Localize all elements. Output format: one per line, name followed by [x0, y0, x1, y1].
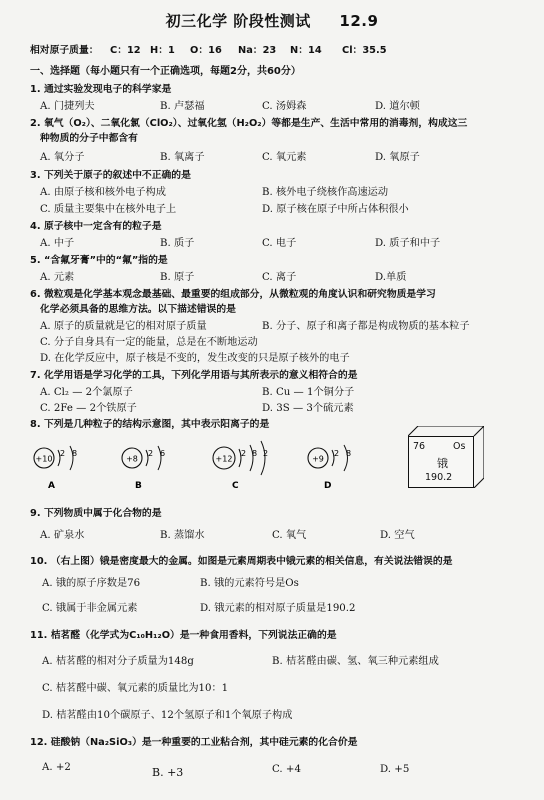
- option-b[interactable]: B. 桔茗醛由碳、氢、氧三种元素组成: [272, 656, 439, 667]
- shell-b-2: 6: [160, 449, 166, 458]
- option-a[interactable]: A. 桔茗醛的相对分子质量为148g: [42, 656, 194, 667]
- shell-d-1: 2: [334, 449, 340, 458]
- shell-c-2: 8: [252, 449, 258, 458]
- option-a[interactable]: A. Cl₂ — 2个氯原子: [40, 387, 133, 398]
- question-stem: 6. 微粒观是化学基本观念最基础、最重要的组成部分，从微粒观的角度认识和研究物质是学习: [30, 289, 436, 300]
- question-stem: 9. 下列物质中属于化合物的是: [30, 508, 162, 519]
- option-b[interactable]: B. Cu — 1个铜分子: [262, 387, 355, 398]
- option-a[interactable]: A. 元素: [40, 272, 75, 283]
- element-symbol: Os: [453, 441, 466, 452]
- option-d[interactable]: D. 锇元素的相对原子质量是190.2: [200, 603, 356, 614]
- question-stem: 2. 氧气（O₂）、二氧化氯（ClO₂）、过氧化氢（H₂O₂）等都是生产、生活中常用的消毒剂，构成这三: [30, 118, 468, 129]
- element-card-3d-edge: [408, 426, 484, 488]
- option-d[interactable]: D. 3S — 3个硫元素: [262, 403, 354, 414]
- question-stem: 10. （右上图）锇是密度最大的金属。如图是元素周期表中锇元素的相关信息，有关说法错误的是: [30, 556, 453, 567]
- nucleus-d: +9: [312, 454, 324, 464]
- mass-H: H：1: [150, 45, 175, 56]
- option-c[interactable]: C. 质量主要集中在核外电子上: [40, 204, 177, 215]
- question-stem: 1. 通过实验发现电子的科学家是: [30, 84, 172, 95]
- element-name: 锇: [437, 457, 448, 470]
- question-stem-cont: 化学必须具备的思维方法。以下描述错误的是: [40, 304, 236, 315]
- option-d[interactable]: D. 质子和中子: [375, 238, 441, 249]
- option-a[interactable]: A. 由原子核和核外电子构成: [40, 187, 166, 198]
- label-b: B: [135, 481, 142, 491]
- atomic-mass-row: [30, 45, 99, 57]
- option-c[interactable]: C. 桔茗醛中碳、氧元素的质量比为10：1: [42, 683, 229, 694]
- option-a[interactable]: A. 中子: [40, 238, 75, 249]
- option-a[interactable]: A. 锇的原子序数是76: [42, 578, 141, 589]
- option-c[interactable]: C. +4: [272, 764, 301, 775]
- atomic-mass-label: 相对原子质量：: [30, 45, 99, 56]
- option-b[interactable]: B. 卢瑟福: [160, 101, 205, 112]
- question-stem: 5. “含氟牙膏”中的“氟”指的是: [30, 255, 168, 266]
- option-b[interactable]: B. 锇的元素符号是Os: [200, 578, 299, 589]
- shell-a-2: 8: [72, 449, 78, 458]
- option-c[interactable]: C. 氧气: [272, 530, 307, 541]
- option-c[interactable]: C. 氧元素: [262, 152, 307, 163]
- page-title: [0, 10, 544, 31]
- question-stem-cont: 种物质的分子中都含有: [40, 133, 138, 144]
- element-number: 76: [413, 441, 426, 452]
- option-d[interactable]: D. +5: [380, 764, 410, 775]
- question-stem: 7. 化学用语是学习化学的工具，下列化学用语与其所表示的意义相符合的是: [30, 370, 358, 381]
- nucleus-c: +12: [215, 454, 233, 464]
- diagram-b[interactable]: [122, 446, 165, 491]
- title-text: 初三化学 阶段性测试: [165, 12, 311, 30]
- option-c[interactable]: C. 电子: [262, 238, 297, 249]
- option-b[interactable]: B. 核外电子绕核作高速运动: [262, 187, 389, 198]
- option-a[interactable]: A. 原子的质量就是它的相对原子质量: [40, 321, 207, 332]
- option-c[interactable]: C. 分子自身具有一定的能量，总是在不断地运动: [40, 337, 258, 348]
- option-d[interactable]: D. 空气: [380, 530, 415, 541]
- question-stem: 4. 原子核中一定含有的粒子是: [30, 221, 162, 232]
- element-mass: 190.2: [425, 472, 453, 483]
- label-c: C: [232, 481, 239, 491]
- nucleus-a: +10: [35, 454, 53, 464]
- option-b[interactable]: B. 原子: [160, 272, 195, 283]
- nucleus-b: +8: [126, 454, 138, 464]
- mass-Na: Na：23: [238, 45, 277, 56]
- option-a[interactable]: A. +2: [42, 762, 71, 773]
- option-d[interactable]: D.单质: [375, 272, 407, 283]
- option-d[interactable]: D. 原子核在原子中所占体积很小: [262, 204, 409, 215]
- option-c[interactable]: C. 锇属于非金属元素: [42, 603, 138, 614]
- option-a[interactable]: A. 矿泉水: [40, 530, 85, 541]
- shell-b-1: 2: [148, 449, 154, 458]
- diagram-c[interactable]: [213, 441, 268, 491]
- label-a: A: [48, 481, 55, 491]
- shell-c-3: 2: [263, 449, 269, 458]
- shell-a-1: 2: [60, 449, 66, 458]
- question-stem: 8. 下列是几种粒子的结构示意图，其中表示阳离子的是: [30, 419, 270, 430]
- option-c[interactable]: C. 离子: [262, 272, 297, 283]
- title-date: 12.9: [339, 12, 379, 30]
- option-b[interactable]: B. 氧离子: [160, 152, 205, 163]
- option-c[interactable]: C. 汤姆森: [262, 101, 307, 112]
- shell-d-2: 8: [346, 449, 352, 458]
- question-stem: 11. 桔茗醛（化学式为C₁₀H₁₂O）是一种食用香料，下列说法正确的是: [30, 630, 337, 641]
- section-heading: 一、选择题（每小题只有一个正确选项，每题2分，共60分）: [30, 66, 301, 77]
- mass-O: O：16: [190, 45, 222, 56]
- option-a[interactable]: A. 氧分子: [40, 152, 85, 163]
- option-d[interactable]: D. 氧原子: [375, 152, 420, 163]
- option-b[interactable]: B. 分子、原子和离子都是构成物质的基本粒子: [262, 321, 470, 332]
- question-stem: 3. 下列关于原子的叙述中不正确的是: [30, 170, 191, 181]
- mass-C: C：12: [110, 45, 141, 56]
- option-b[interactable]: B. 蒸馏水: [160, 530, 205, 541]
- diagram-d[interactable]: [308, 445, 351, 491]
- option-d[interactable]: D. 道尔顿: [375, 101, 420, 112]
- option-b[interactable]: B. 质子: [160, 238, 195, 249]
- mass-Cl: Cl：35.5: [342, 45, 387, 56]
- option-d[interactable]: D. 桔茗醛由10个碳原子、12个氢原子和1个氧原子构成: [42, 710, 293, 721]
- option-a[interactable]: A. 门捷列夫: [40, 101, 95, 112]
- option-c[interactable]: C. 2Fe — 2个铁原子: [40, 403, 137, 414]
- mass-N: N：14: [290, 45, 322, 56]
- label-d: D: [324, 481, 332, 491]
- diagram-a[interactable]: [34, 446, 77, 491]
- option-d[interactable]: D. 在化学反应中，原子核是不变的，发生改变的只是原子核外的电子: [40, 353, 350, 364]
- option-b[interactable]: B. +3: [152, 766, 184, 779]
- shell-c-1: 2: [241, 449, 247, 458]
- question-stem: 12. 硅酸钠（Na₂SiO₃）是一种重要的工业粘合剂，其中硅元素的化合价是: [30, 737, 358, 748]
